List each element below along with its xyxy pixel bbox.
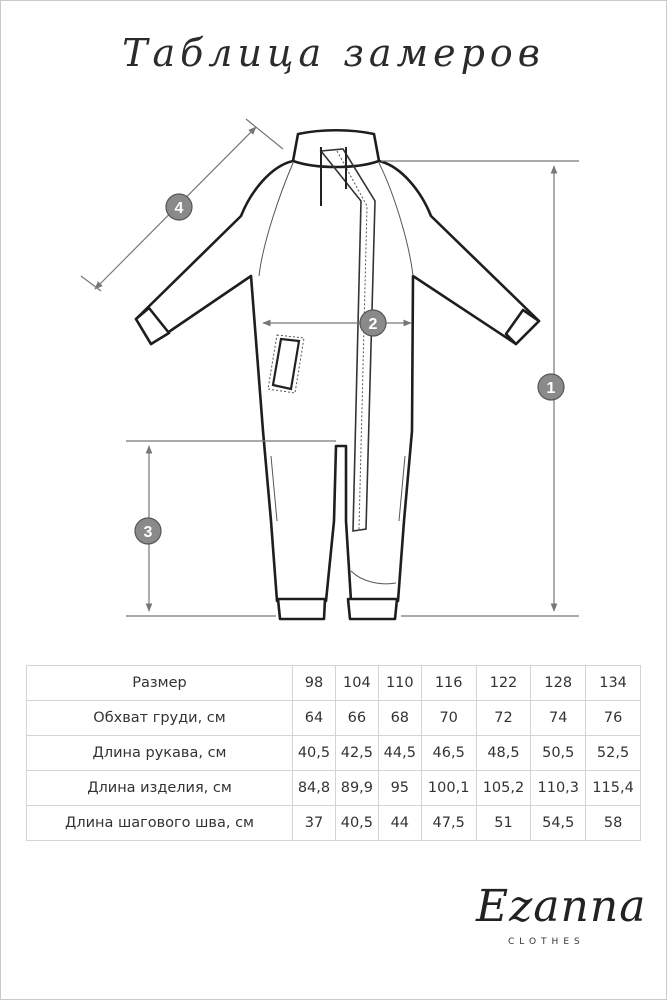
page-title: Таблица замеров [122, 31, 545, 75]
marker-3-label: 3 [143, 524, 153, 541]
row-label: Длина шагового шва, см [27, 806, 293, 841]
table-cell: 40,5 [293, 736, 336, 771]
table-cell: 115,4 [586, 771, 641, 806]
table-cell: 89,9 [335, 771, 378, 806]
table-cell: 100,1 [421, 771, 476, 806]
table-cell: 72 [476, 701, 531, 736]
table-cell: 66 [335, 701, 378, 736]
size-cell: 110 [378, 666, 421, 701]
brand-logo [476, 881, 647, 971]
table-cell: 54,5 [531, 806, 586, 841]
table-cell: 68 [378, 701, 421, 736]
table-cell: 40,5 [335, 806, 378, 841]
table-cell: 52,5 [586, 736, 641, 771]
table-cell: 42,5 [335, 736, 378, 771]
marker-1 [538, 374, 564, 400]
row-label: Обхват груди, см [27, 701, 293, 736]
table-cell: 48,5 [476, 736, 531, 771]
jumpsuit-outline [136, 130, 539, 619]
table-cell: 44 [378, 806, 421, 841]
table-header-row [27, 666, 641, 701]
marker-2 [360, 310, 386, 336]
table-cell: 105,2 [476, 771, 531, 806]
brand-tagline: CLOTHES [508, 937, 585, 947]
row-label: Длина изделия, см [27, 771, 293, 806]
size-table [26, 665, 641, 841]
size-cell: 116 [421, 666, 476, 701]
table-cell: 37 [293, 806, 336, 841]
table-cell: 110,3 [531, 771, 586, 806]
marker-3 [135, 518, 161, 544]
table-cell: 64 [293, 701, 336, 736]
marker-4 [166, 194, 192, 220]
size-cell: 134 [586, 666, 641, 701]
jumpsuit-measurement-diagram [1, 91, 667, 631]
table-cell: 44,5 [378, 736, 421, 771]
marker-1-label: 1 [546, 380, 556, 397]
row-label: Длина рукава, см [27, 736, 293, 771]
table-cell: 50,5 [531, 736, 586, 771]
marker-4-label: 4 [174, 200, 184, 217]
table-cell: 70 [421, 701, 476, 736]
table-cell: 76 [586, 701, 641, 736]
brand-name: Ezanna [476, 881, 647, 932]
table-row [27, 701, 641, 736]
table-cell: 51 [476, 806, 531, 841]
table-row [27, 771, 641, 806]
size-cell: 104 [335, 666, 378, 701]
table-cell: 95 [378, 771, 421, 806]
table-cell: 74 [531, 701, 586, 736]
table-cell: 58 [586, 806, 641, 841]
table-cell: 46,5 [421, 736, 476, 771]
header-label: Размер [27, 666, 293, 701]
size-cell: 98 [293, 666, 336, 701]
table-cell: 47,5 [421, 806, 476, 841]
table-row [27, 806, 641, 841]
table-row [27, 736, 641, 771]
size-cell: 128 [531, 666, 586, 701]
marker-2-label: 2 [368, 316, 378, 333]
table-cell: 84,8 [293, 771, 336, 806]
size-cell: 122 [476, 666, 531, 701]
